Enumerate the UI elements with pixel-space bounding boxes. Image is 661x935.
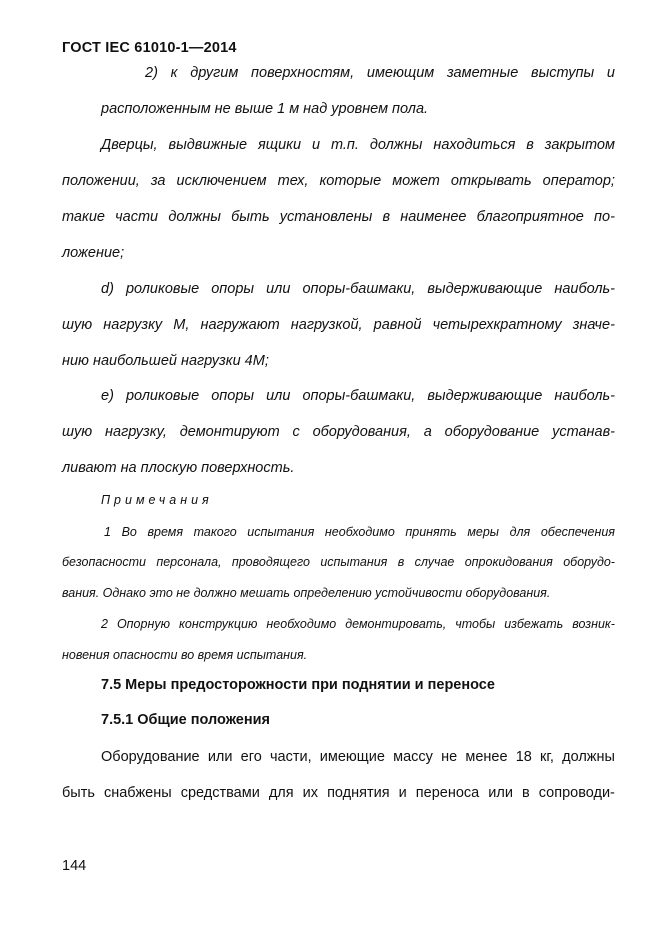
word: 2) [145,65,158,81]
word: имеющие [319,749,385,765]
word: испытания [320,555,388,569]
word: выдерживающие [427,281,543,297]
word: по- [594,209,615,225]
word: опрокидования [464,555,553,569]
body-line [101,748,615,766]
word: принять [405,525,457,539]
word: обеспечения [540,525,615,539]
word: значе- [572,317,615,333]
note-line [62,553,615,571]
word: за [150,173,166,189]
word: имеющим [366,65,435,81]
word: и [606,65,615,81]
word: быть [231,209,270,225]
word: проводящего [231,555,310,569]
word: Во [121,525,137,539]
paragraph-line [101,387,615,405]
word: d) [101,281,114,297]
paragraph-line: нию наибольшей нагрузки 4М; [62,353,269,369]
word: роликовые [125,281,200,297]
word: 18 [515,749,532,765]
word: Оборудование [101,749,200,765]
word: наиболь- [554,281,615,297]
word: безопасности [62,555,146,569]
word: и [398,785,407,801]
word: другим [190,65,239,81]
word: нагрузкой, [290,317,363,333]
word: М, [173,317,190,333]
note-line [101,615,615,633]
word: которые [319,173,382,189]
word: ящики [258,137,302,153]
word: или [266,388,291,404]
word: 1 [104,525,111,539]
note-line: новения опасности во время испытания. [62,648,308,662]
word: нагрузку, [105,424,167,440]
word: должны [369,137,423,153]
word: наиболь- [554,388,615,404]
word: установлены [279,209,373,225]
word: переноса [415,785,480,801]
page-number: 144 [62,858,87,874]
word: возник- [572,617,615,631]
word: а [423,424,432,440]
word: нагружают [200,317,280,333]
word: с [292,424,300,440]
word: менее [465,749,508,765]
word: не [441,749,458,765]
word: положении, [62,173,140,189]
paragraph-line: расположенным не выше 1 м над уровнем пола. [101,101,429,117]
word: или [488,785,513,801]
word: время [147,525,184,539]
word: испытания [247,525,315,539]
word: чтобы [455,617,496,631]
word: опоры-башмаки, [302,281,416,297]
paragraph-line: ливают на плоскую поверхность. [62,460,295,476]
word: оборудования, [312,424,411,440]
notes-label: Примечания [101,493,213,507]
word: открывать [450,173,532,189]
word: 2 [101,617,108,631]
subsection-heading: 7.5.1 Общие положения [101,712,270,728]
word: необходимо [266,617,337,631]
document-header: ГОСТ IEC 61010-1—2014 [62,40,237,56]
word: может [392,173,440,189]
word: конструкцию [178,617,258,631]
word: опоры-башмаки, [302,388,416,404]
word: и [311,137,321,153]
word: или [207,749,233,765]
word: такие [62,209,105,225]
word: должны [562,749,615,765]
word: нагрузку [103,317,163,333]
word: демонтируют [179,424,280,440]
word: должны [168,209,221,225]
word: Опорную [116,617,170,631]
paragraph-line [62,208,615,226]
word: тех, [277,173,309,189]
word: избежать [504,617,564,631]
word: части [115,209,159,225]
word: шую [62,317,93,333]
word: оборудо- [563,555,615,569]
paragraph-line [62,172,615,190]
word: меры [467,525,499,539]
word: роликовые [125,388,200,404]
word: такого [193,525,237,539]
word: необходимо [324,525,395,539]
word: благоприятное [476,209,584,225]
word: шую [62,424,93,440]
note-line: вания. Однако это не должно мешать определению устойчивости оборудования. [62,586,551,600]
word: т.п. [330,137,359,153]
word: Дверцы, [101,137,158,153]
word: в [382,209,391,225]
word: оборудование [444,424,540,440]
word: равной [373,317,422,333]
word: устанав- [552,424,615,440]
word: в [522,785,530,801]
word: средствами [180,785,260,801]
word: наименее [400,209,467,225]
word: или [266,281,291,297]
word: находиться [433,137,516,153]
word: их [302,785,319,801]
body-line [62,784,615,802]
word: в [526,137,534,153]
word: опоры [211,388,255,404]
word: снабжены [103,785,172,801]
word: его [240,749,262,765]
paragraph-line: ложение; [62,245,125,261]
word: кг, [540,749,554,765]
word: выступы [531,65,595,81]
word: поднятия [327,785,390,801]
word: персонала, [156,555,222,569]
word: в [397,555,405,569]
word: закрытом [544,137,615,153]
word: исключением [176,173,267,189]
word: демонтировать, [345,617,447,631]
word: опоры [211,281,255,297]
word: сопроводи- [538,785,615,801]
word: e) [101,388,114,404]
word: выдерживающие [427,388,543,404]
word: для [268,785,294,801]
word: к [170,65,178,81]
word: для [509,525,531,539]
paragraph-line [101,136,615,154]
word: выдвижные [168,137,248,153]
paragraph-line [101,280,615,298]
word: быть [62,785,95,801]
word: заметные [446,65,519,81]
paragraph-line [62,423,615,441]
word: случае [414,555,455,569]
section-heading: 7.5 Меры предосторожности при поднятии и переносе [101,677,495,693]
paragraph-line [62,316,615,334]
word: массу [393,749,433,765]
note-line [104,523,615,541]
word: оператор; [542,173,615,189]
word: части, [269,749,312,765]
word: поверхностям, [251,65,355,81]
word: четырехкратному [432,317,562,333]
paragraph-line [145,64,615,82]
